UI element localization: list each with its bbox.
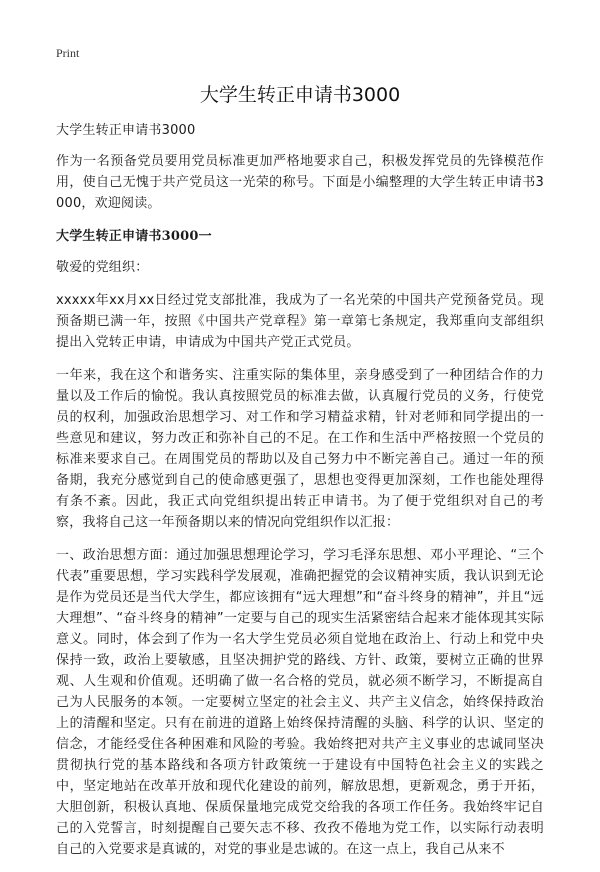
print-link[interactable]: Print (56, 46, 80, 60)
intro-paragraph: 作为一名预备党员要用党员标准更加严格地要求自己，积极发挥党员的先锋模范作用，使自己无愧于共产党员这一光荣的称号。下面是小编整理的大学生转正申请书3000，欢迎阅读。 (56, 154, 544, 211)
document-subtitle: 大学生转正申请书3000 (56, 123, 196, 138)
page-title: 大学生转正申请书3000 (199, 84, 401, 106)
body-paragraph-3: 一、政治思想方面：通过加强思想理论学习，学习毛泽东思想、邓小平理论、“三个代表”重要思想，学习实践科学发展观，准确把握党的会议精神实质，我认识到无论是作为党员还是当代大学生，都应该拥有“远大理想”和“奋斗终身的精神”，并且“远大理想”、“奋斗终身的精神”一定要与自己的现实生活紧密结合起来才能体现其实际意义。同时，体会到了作为一名大学生党员必须自觉地在政治上、行动上和党中央保持一致，政治上要敏感，且坚决拥护党的路线、方针、政策，要树立正确的世界观、人生观和价值观。还明确了做一名合格的党员，就必须不断学习，不断提高自己为人民服务的本领。一定要树立坚定的社会主义、共产主义信念，始终保持政治上的清醒和坚定。只有在前进的道路上始终保持清醒的头脑、科学的认识、坚定的信念，才能经受住各种困难和风险的考验。我始终把对共产主义事业的忠诚同坚决贯彻执行党的基本路线和各项方针政策统一于建设有中国特色社会主义的实践之中，坚定地站在改革开放和现代化建设的前列，解放思想，更新观念，勇于开拓，大胆创新，积极认真地、保质保量地完成党交给我的各项工作任务。我始终牢记自己的入党誓言，时刻提醒自己要矢志不移、孜孜不倦地为党工作，以实际行动表明自己的入党要求是真诚的，对党的事业是忠诚的。在这一点上，我自己从来不 (56, 548, 544, 857)
body-paragraph-1: xxxxx年xx月xx日经过党支部批准，我成为了一名光荣的中国共产党预备党员。现预备期已满一年，按照《中国共产党章程》第一章第七条规定，我郑重向支部组织提出入党转正申请，申请成为中国共产党正式党员。 (56, 293, 544, 350)
section-heading: 大学生转正申请书3000一 (56, 229, 212, 244)
salutation: 敬爱的党组织： (56, 260, 149, 275)
body-paragraph-2: 一年来，我在这个和谐务实、注重实际的集体里，亲身感受到了一种团结合作的力量以及工作后的愉悦。我认真按照党员的标准去做，认真履行党员的义务，行使党员的权利，加强政治思想学习、对工作和学习精益求精，针对老师和同学提出的一些意见和建议，努力改正和弥补自己的不足。在工作和生活中严格按照一个党员的标准来要求自己。在周围党员的帮助以及自己努力中不断完善自己。通过一年的预备期，我充分感觉到自己的使命感更强了，思想也变得更加深刻，工作也能处理得有条不紊。因此，我正式向党组织提出转正申请书。为了便于党组织对自己的考察，我将自己这一年预备期以来的情况向党组织作以汇报： (56, 368, 544, 530)
document-body (56, 120, 544, 872)
